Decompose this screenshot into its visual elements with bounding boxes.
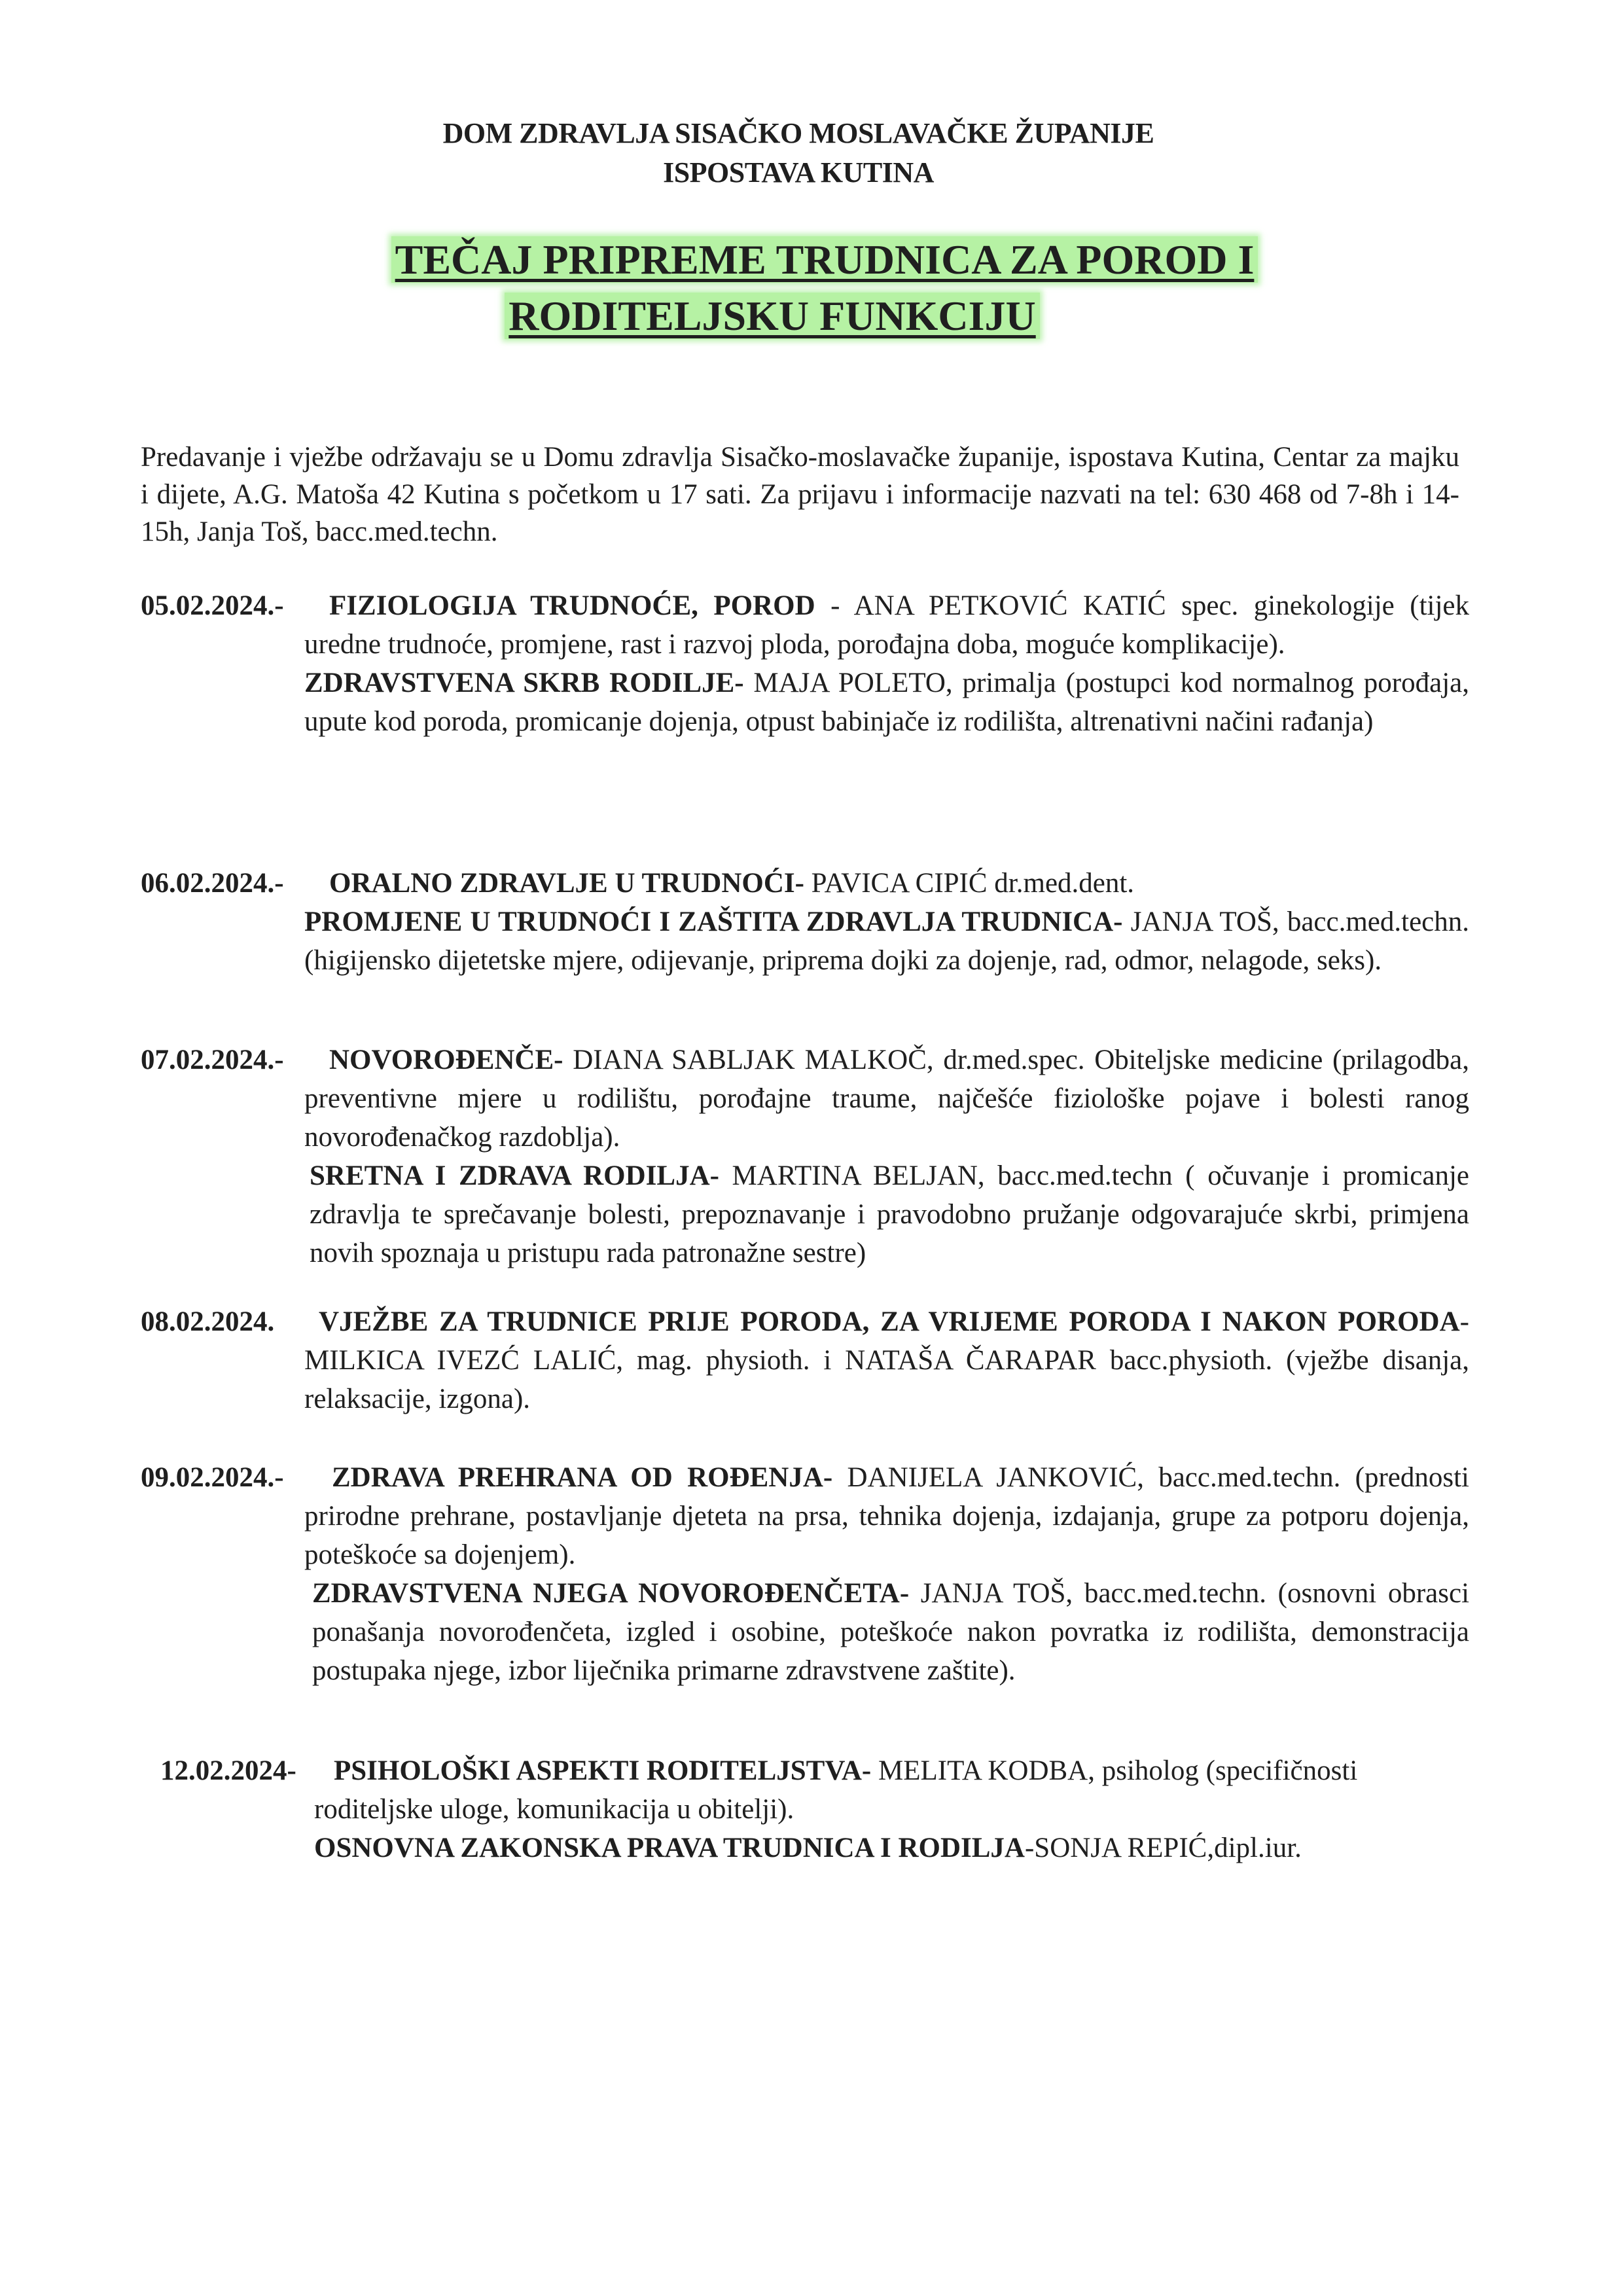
session-lecturer: JANJA TOŠ, bacc.med.techn. [909,1578,1266,1609]
entry-date: 05.02.2024.- [141,590,284,621]
session-lecturer: -MILKICA IVEZĆ LALIĆ, mag. physioth. i NATAŠA ČARAPAR bacc.physioth. [304,1306,1469,1376]
session-topic: ZDRAVA PREHRANA OD ROĐENJA- [332,1462,833,1493]
session-lecturer: - ANA PETKOVIĆ KATIĆ spec. ginekologije [815,590,1395,621]
organization-name: DOM ZDRAVLJA SISAČKO MOSLAVAČKE ŽUPANIJE [442,117,1154,149]
session [304,664,1469,741]
session-topic: ZDRAVSTVENA SKRB RODILJE- [304,668,744,698]
session-topic: OSNOVNA ZAKONSKA PRAVA TRUDNICA I RODILJA [314,1833,1025,1863]
session [141,586,1469,664]
session-details: (prednosti prirodne prehrane, postavljanje djeteta na prsa, tehnika dojenja, izdajanja, grupe za potporu dojenja, poteškoće sa dojenjem). [304,1462,1469,1570]
session [314,1829,1469,1867]
session-details: (prilagodba, preventivne mjere u rodilištu, porođajne traume, najčešće fiziološke pojave i bolesti ranog novorođenačkog razdoblja). [304,1045,1470,1153]
session-topic: VJEŽBE ZA TRUDNICE PRIJE PORODA, ZA VRIJEME PORODA I NAKON PORODA [319,1306,1460,1337]
session-details: (postupci kod normalnog porođaja, upute kod poroda, promicanje dojenja, otpust babinjače iz rodilišta, altrenativni načini rađanja) [304,668,1469,737]
session-topic: ORALNO ZDRAVLJE U TRUDNOĆI- [329,868,804,899]
schedule-entry [141,586,1469,741]
entry-body [304,1041,1469,1272]
entry-body [304,586,1469,741]
session [141,1751,1469,1829]
course-title-line-1 [13,234,1623,285]
session-details: (higijensko dijetetske mjere, odijevanje, priprema dojki za dojenje, rad, odmor, nelagode, seks). [304,945,1382,976]
entry-body [304,1302,1469,1418]
session-details: (specifičnosti roditeljske uloge, komunikacija u obitelji). [314,1755,1358,1825]
session-lecturer: PAVICA CIPIĆ dr.med.dent. [804,868,1135,899]
session-topic: ZDRAVSTVENA NJEGA NOVOROĐENČETA- [312,1578,910,1609]
session-lecturer: -SONJA REPIĆ,dipl.iur. [1024,1833,1302,1863]
schedule-entry [141,1458,1469,1690]
schedule-entry [141,1041,1469,1272]
session [141,1302,1469,1418]
session-lecturer: DIANA SABLJAK MALKOČ, dr.med.spec. Obiteljske medicine [563,1045,1323,1075]
session-topic: PROMJENE U TRUDNOĆI I ZAŠTITA ZDRAVLJA TRUDNICA- [304,906,1123,937]
session-details: (tijek uredne trudnoće, promjene, rast i razvoj ploda, porođajna doba, moguće komplikacije). [304,590,1469,660]
session-lecturer: MAJA POLETO, primalja [743,668,1056,698]
course-title-line-2 [0,291,1584,342]
session-topic: NOVOROĐENČE- [329,1045,563,1075]
session-topic: PSIHOLOŠKI ASPEKTI RODITELJSTVA- [334,1755,872,1786]
session-lecturer: DANIJELA JANKOVIĆ, bacc.med.techn. [832,1462,1341,1493]
session [310,1157,1469,1272]
schedule-entry [141,864,1469,980]
organization-branch: ISPOSTAVA KUTINA [663,156,934,188]
entry-body [304,1751,1469,1867]
entry-date: 12.02.2024- [160,1755,296,1786]
highlighted-title-text: TEČAJ PRIPREME TRUDNICA ZA POROD I [391,236,1258,283]
session-lecturer: MELITA KODBA, psiholog [871,1755,1199,1786]
session-lecturer: MARTINA BELJAN, bacc.med.techn [719,1160,1173,1191]
intro-paragraph: Predavanje i vježbe održavaju se u Domu zdravlja Sisačko-moslavačke županije, ispostava Kutina, Centar za majku i dijete, A.G. Matoša 42 Kutina s početkom u 17 sati. Za prijavu i informacije nazvati na tel: 630 468 od 7-8h i 14-15h, Janja Toš, bacc.med.techn. [141,442,1459,547]
session-details: ( očuvanje i promicanje zdravlja te sprečavanje bolesti, prepoznavanje i pravodobno pružanje odgovarajuće skrbi, primjena novih spoznaja u pristupu rada patronažne sestre) [310,1160,1469,1268]
session-lecturer: JANJA TOŠ, bacc.med.techn. [1122,906,1470,937]
schedule-entry [141,1751,1469,1867]
entry-date: 09.02.2024.- [141,1462,284,1493]
session-details: (osnovni obrasci ponašanja novorođenčeta, izgled i osobine, poteškoće nakon povratka iz rodilišta, demonstracija postupaka njege, izbor liječnika primarne zdravstvene zaštite). [312,1578,1470,1686]
session-topic: FIZIOLOGIJA TRUDNOĆE, POROD [329,590,815,621]
schedule-entry [141,1302,1469,1418]
session [312,1574,1469,1690]
session [141,1458,1469,1574]
entry-date: 06.02.2024.- [141,868,284,899]
entry-date: 07.02.2024.- [141,1045,284,1075]
session [141,1041,1469,1157]
session-topic: SRETNA I ZDRAVA RODILJA- [310,1160,719,1191]
entry-date: 08.02.2024. [141,1306,275,1337]
entry-body [304,864,1469,980]
entry-body [304,1458,1469,1690]
highlighted-title-text: RODITELJSKU FUNKCIJU [505,293,1039,339]
session [141,864,1469,903]
session [304,903,1469,980]
session-details: (vježbe disanja, relaksacije, izgona). [304,1345,1469,1414]
